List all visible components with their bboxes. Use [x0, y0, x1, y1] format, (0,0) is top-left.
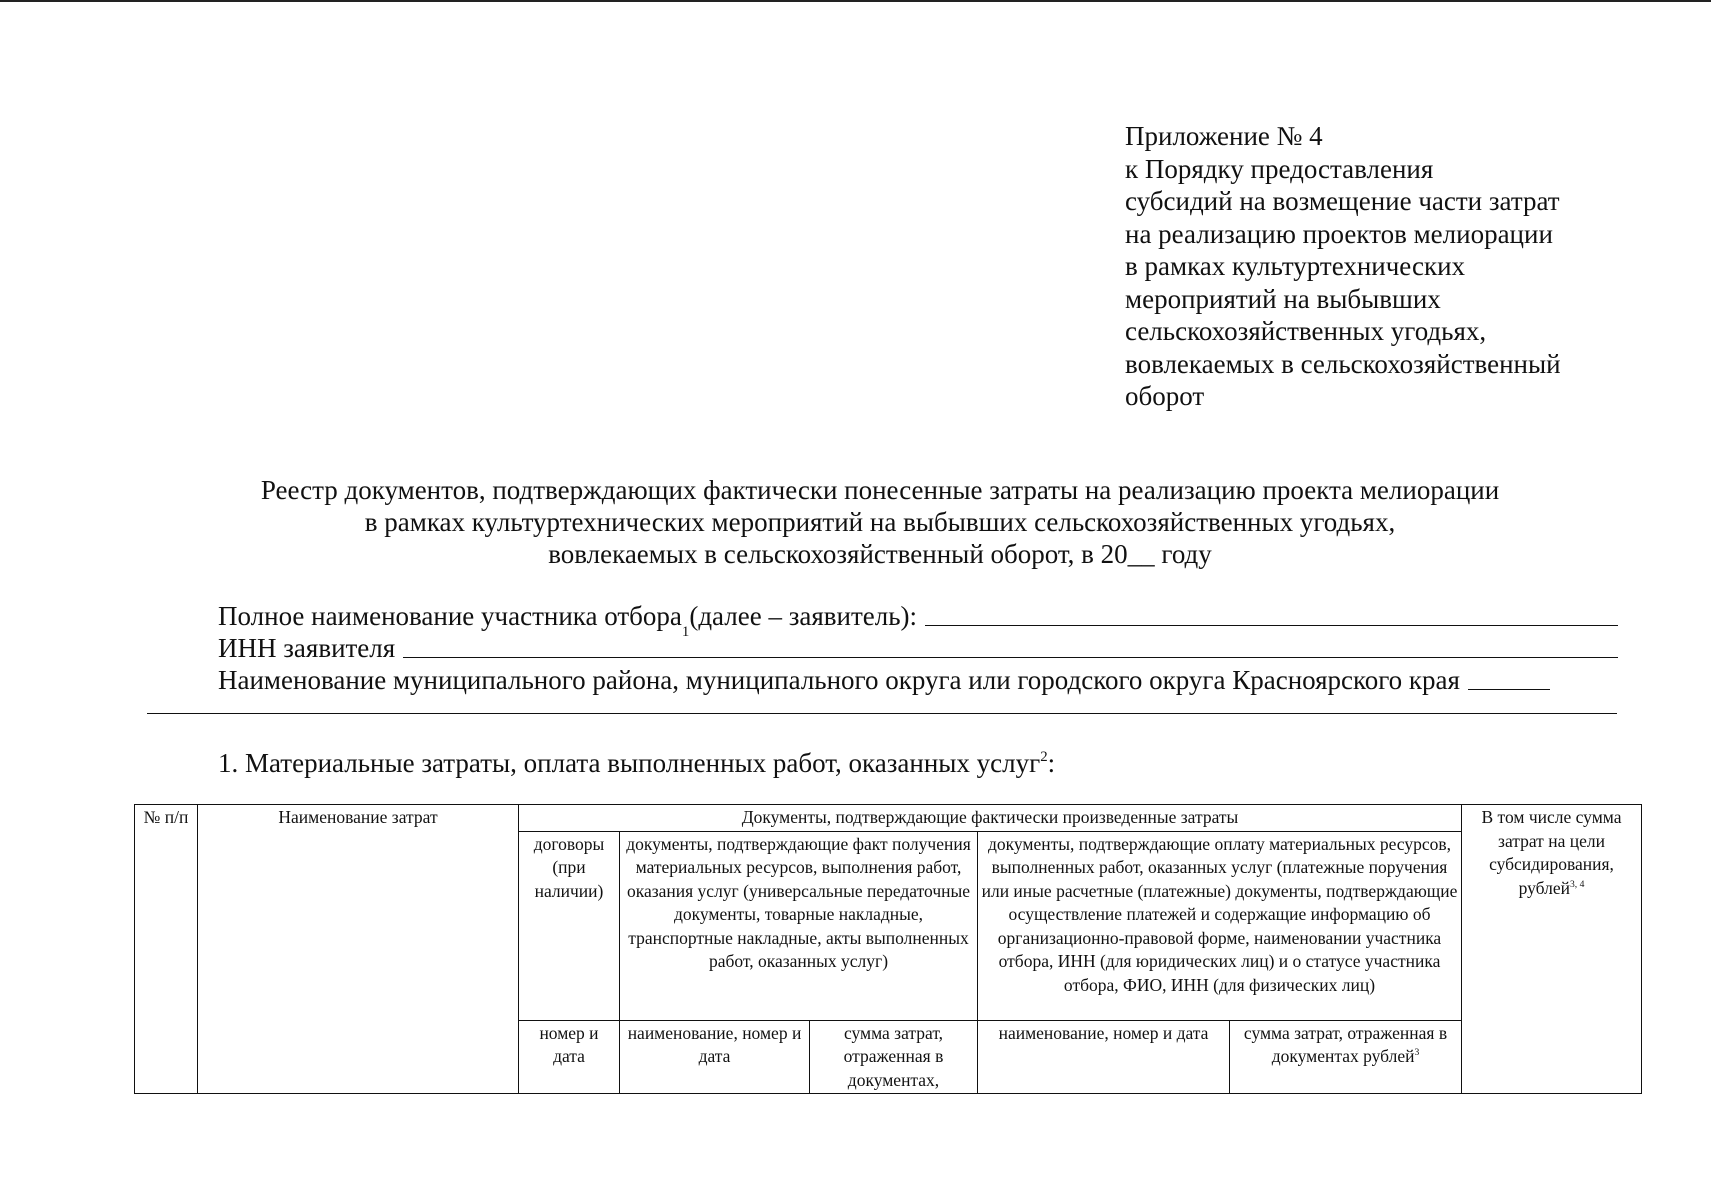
appendix-line: к Порядку предоставления [1125, 153, 1434, 184]
subsidy-sum-label: В том числе сумма затрат на цели субсидирования, рублей [1481, 807, 1622, 898]
footnote-ref: 2 [1040, 748, 1048, 765]
header-cell-receipt-docs: документы, подтверждающие факт получения материальных ресурсов, выполнения работ, оказания услуг (универсальные передаточные документы, товарные накладные, транспортные накладные, акты выполненных работ, оказанных услуг) [620, 831, 978, 1020]
title-line: Реестр документов, подтверждающих фактически понесенные затраты на реализацию проекта мелиорации [260, 475, 1500, 505]
scan-top-edge [0, 0, 1711, 2]
participant-name-row: Полное наименование участника отбора 1 (далее – заявитель): [218, 600, 1618, 632]
inn-row [218, 632, 1618, 664]
header-cell-receipt-name: наименование, номер и дата [620, 1020, 810, 1094]
applicant-fields [218, 600, 1618, 696]
header-cell-payment-sum [1230, 1020, 1462, 1094]
header-cell-documents: Документы, подтверждающие фактически произведенные затраты [519, 805, 1462, 832]
appendix-line: сельскохозяйственных угодьях, [1125, 316, 1487, 346]
section-1-heading-text: 1. Материальные затраты, оплата выполненных работ, оказанных услуг [218, 748, 1041, 778]
header-cell-payment-name: наименование, номер и дата [978, 1020, 1230, 1094]
table-header-row [135, 805, 1642, 832]
appendix-line: на реализацию проектов мелиорации [1125, 218, 1553, 249]
costs-register-table [134, 804, 1642, 1094]
section-1-heading [218, 747, 1055, 779]
header-cell-payment-docs: документы, подтверждающие оплату материальных ресурсов, выполненных работ, оказанных услуг (платежные поручения или иные расчетные (платежные) документы, подтверждающие осуществление платежей и содержащие информацию об организационно-правовой форме, наименовании участника отбора, ИНН (для юридических лиц) и о статусе участника отбора, ФИО, ИНН (для физических лиц) [978, 831, 1462, 1020]
footnote-ref: 3 [1414, 1046, 1420, 1058]
appendix-line: Приложение № 4 [1125, 121, 1323, 151]
appendix-line: субсидий на возмещение части затрат [1125, 186, 1560, 216]
appendix-line: мероприятий на выбывших [1125, 283, 1441, 314]
header-cell-contracts: договоры (при наличии) [519, 831, 620, 1020]
district-continuation-line[interactable] [147, 713, 1617, 714]
title-line: вовлекаемых в сельскохозяйственный оборот, в 20__ году [548, 539, 1212, 569]
district-row [218, 664, 1618, 696]
district-blank[interactable] [1468, 665, 1550, 690]
header-cell-cost-name: Наименование затрат [198, 805, 519, 1094]
appendix-line: оборот [1125, 381, 1205, 411]
appendix-line: в рамках культуртехнических [1125, 251, 1466, 281]
section-1-heading-suffix: : [1047, 748, 1056, 778]
inn-blank[interactable] [403, 633, 1618, 658]
appendix-block [1125, 120, 1645, 413]
header-cell-receipt-sum: сумма затрат, отраженная в документах, [810, 1020, 978, 1094]
participant-name-suffix: (далее – заявитель): [689, 601, 918, 631]
register-title [120, 474, 1640, 570]
title-line: в рамках культуртехнических мероприятий на выбывших сельскохозяйственных угодьях, [364, 507, 1396, 537]
payment-sum-label: сумма затрат, отраженная в документах рублей [1243, 1022, 1448, 1066]
header-cell-number: № п/п [135, 805, 198, 1094]
participant-name-label: Полное наименование участника отбора [218, 601, 682, 631]
header-cell-subsidy-sum [1462, 805, 1642, 1094]
district-label: Наименование муниципального района, муниципального округа или городского округа Красноярского края [218, 665, 1460, 695]
inn-label: ИНН заявителя [218, 633, 396, 663]
header-cell-contract-number-date: номер и дата [519, 1020, 620, 1094]
footnote-ref: 3, 4 [1569, 878, 1585, 890]
appendix-line: вовлекаемых в сельскохозяйственный [1125, 348, 1561, 379]
participant-name-blank[interactable] [925, 601, 1618, 626]
